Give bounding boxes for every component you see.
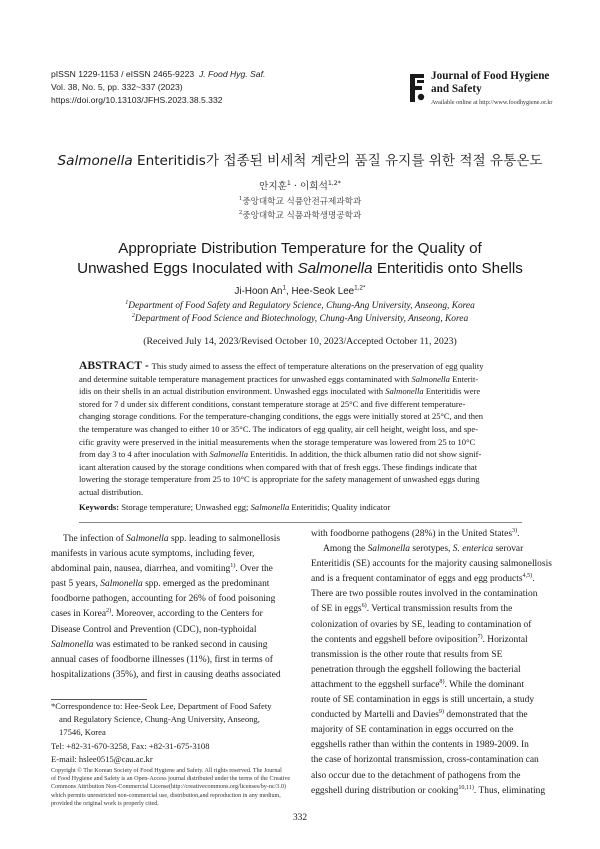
author-2-english: Hee-Seok Lee — [291, 286, 355, 297]
abstract-text: icant alteration caused by the storage conditions when compared with that of fresh eggs. These findings indicate that — [79, 461, 478, 472]
footnote-line: and Regulatory Science, Chung-Ang University, Anseong, — [59, 714, 260, 725]
affiliation-korean-2 — [0, 209, 600, 221]
citation-ref: 1) — [230, 563, 236, 570]
title-en-line2-post: Enteritidis onto Shells — [372, 260, 523, 277]
body-text-line — [311, 648, 554, 663]
body-text-line — [311, 572, 554, 587]
body-text-line — [51, 532, 294, 547]
body-text-line — [311, 708, 554, 723]
body-text: spp. leading to salmonellosis — [168, 534, 281, 544]
body-text: . — [517, 529, 520, 539]
body-text: Enteritidis (SE) accounts for the majority causing salmonellosis — [311, 559, 552, 570]
abstract-line — [79, 486, 522, 499]
author-2-en-mark — [354, 285, 365, 292]
journal-name-line2: and Safety — [431, 83, 482, 95]
body-text: demonstrated that the — [444, 710, 528, 721]
authors-korean — [0, 178, 600, 192]
body-text: . Over the — [235, 564, 273, 575]
body-text: Disease Control and Prevention (CDC), non-typhoidal — [51, 624, 257, 635]
body-text: past 5 years, — [51, 579, 101, 590]
author-2-korean: 이희석 — [300, 181, 328, 192]
author-separator: · — [290, 181, 301, 192]
body-text-line — [311, 723, 554, 738]
journal-emblem-icon — [407, 72, 427, 104]
copyright-line: which permits unrestricted non-commercial use, distribution,and reproduction in any medium, — [51, 792, 281, 799]
affil-en-1-mark: 1 — [125, 299, 129, 306]
body-text: eggshells rather than within the contents in 1989-2009. In — [311, 740, 529, 751]
body-text: annual cases of foodborne illnesses (11%), first in terms of — [51, 654, 273, 665]
title-english — [0, 239, 600, 279]
affiliation-english-1 — [0, 301, 600, 311]
abstract-line — [79, 473, 522, 486]
copyright-line: of Food Hygiene and Safety is an Open-Access journal distributed under the terms of the Creative — [51, 776, 291, 783]
body-text-line — [311, 587, 554, 602]
body-text: with foodborne pathogens (28%) in the United States — [311, 529, 513, 539]
abstract-text: stored for 7 d under six different conditions, constant temperature storage at 25°C and five different temperature- — [79, 398, 466, 409]
citation-ref: 10,11) — [458, 784, 474, 791]
abstract-text: Enteritidis. In addition, the thick albumen ratio did not show signif- — [248, 449, 482, 460]
body-text: manifests in various acute symptoms, including fever, — [51, 549, 255, 560]
abstract-genus: Salmonella — [385, 386, 424, 397]
body-text-line — [311, 618, 554, 633]
abstract-genus: Salmonella — [411, 373, 450, 384]
author-2-affil-num: 1,2 — [327, 179, 338, 187]
body-text: . Moreover, according to the Centers for — [111, 609, 263, 620]
copyright-line: provided the original work is properly cited. — [51, 800, 159, 807]
abstract-text: and determine suitable temperature management practices for unwashed eggs contaminated with — [79, 373, 412, 384]
abstract-line — [79, 423, 522, 436]
body-text: was estimated to be ranked second in causing — [93, 639, 268, 650]
body-text: The infection of — [63, 534, 127, 544]
body-text: route of SE contamination in eggs is still uncertain, a study — [311, 695, 535, 706]
keywords-genus: Salmonella — [250, 502, 290, 512]
body-text-line — [311, 633, 554, 648]
abstract-text: from day 3 to 4 after inoculation with — [79, 449, 210, 460]
body-text-line — [51, 592, 294, 607]
journal-logo — [407, 70, 555, 110]
body-species: S. enterica — [452, 544, 494, 555]
affil-kr-2-mark: 2 — [238, 210, 243, 217]
body-text: . — [532, 574, 535, 585]
citation-ref: 4,5) — [522, 573, 533, 580]
corresponding-star: * — [337, 179, 341, 187]
author-1-affil-mark: 1 — [286, 179, 291, 187]
body-text: . Horizontal — [482, 634, 528, 645]
title-en-line2-pre: Unwashed Eggs Inoculated with — [77, 260, 298, 277]
body-text: majority of SE contamination in eggs occurred on the — [311, 725, 514, 736]
footnote-line: *Correspondence to: Hee-Seok Lee, Department of Food Safety — [51, 701, 272, 711]
body-text: hospitalizations (35%), and first in causing deaths associated — [51, 669, 281, 680]
title-korean — [0, 149, 600, 169]
body-genus: Salmonella — [126, 534, 169, 544]
abstract-line — [79, 373, 522, 386]
copyright-notice — [51, 767, 294, 808]
abstract-line — [79, 461, 522, 474]
body-text: also occur due to the detachment of pathogens from the — [311, 770, 521, 781]
body-text-line — [311, 557, 554, 572]
footnote-line: 17546, Korea — [59, 727, 106, 738]
title-korean-genus: Salmonella — [57, 153, 133, 169]
abstract — [79, 360, 522, 499]
body-text: cases in Korea — [51, 609, 107, 620]
abstract-text: the temperature was changed to either 10 or 35°C. The indicators of egg quality, air cell height, weight loss, and spe- — [79, 423, 479, 434]
body-column-left — [51, 532, 294, 683]
keywords-label: Keywords: — [79, 502, 122, 512]
author-en-separator: , — [286, 286, 292, 297]
body-text-line — [311, 769, 554, 784]
body-text: . Vertical transmission results from the — [366, 604, 513, 615]
body-text: eggshell during distribution or cooking — [311, 785, 459, 796]
abstract-text: Enteritidis were — [423, 386, 481, 397]
journal-name — [431, 70, 549, 96]
corresponding-star-en: * — [362, 284, 366, 292]
body-text: . Thus, eliminating — [473, 785, 546, 796]
citation-ref: 8) — [439, 678, 445, 685]
affil-en-2-text: Department of Food Science and Biotechnology, Chung-Ang University, Anseong, Korea — [134, 314, 469, 324]
author-1-korean: 안지훈 — [259, 181, 287, 192]
issn: pISSN 1229-1153 / eISSN 2465-9223 — [51, 69, 195, 79]
abstract-text: This study aimed to assess the effect of temperature alterations on the preservation of egg quality — [151, 361, 484, 371]
body-text-line — [51, 653, 294, 668]
body-text: foodborne pathogen, accounting for 26% of food poisoning — [51, 594, 276, 605]
footnote-phone-fax: Tel: +82-31-670-3258, Fax: +82-31-675-3108 — [51, 740, 210, 751]
body-text: the case of horizontal transmission, cross-contamination can — [311, 755, 539, 766]
body-text: transmission is the other route that results from SE — [311, 649, 503, 660]
body-text-line — [51, 577, 294, 592]
body-text-line — [51, 547, 294, 562]
keywords-post: Enteritidis; Quality indicator — [289, 502, 391, 512]
author-2-en-num: 1,2 — [354, 284, 363, 292]
abstract-text: changing storage conditions. For the temperature-changing conditions, the eggs were initially stored at 25°C, and then — [79, 411, 484, 422]
author-1-english: Ji-Hoon An — [234, 286, 283, 297]
journal-name-line1: Journal of Food Hygiene — [431, 70, 550, 82]
body-text-line — [311, 542, 554, 557]
body-text-line — [51, 638, 294, 653]
doi-link[interactable]: https://doi.org/10.13103/JFHS.2023.38.5.332 — [51, 95, 223, 105]
body-text: Among the — [323, 544, 368, 555]
body-genus: Salmonella — [367, 544, 411, 555]
citation-ref: 2) — [106, 608, 112, 615]
affil-kr-1-text: 중앙대학교 식품안전규제과학과 — [242, 197, 362, 207]
body-text-line — [311, 693, 554, 708]
journal-website[interactable]: Available online at http://www.foodhygiene.or.kr — [431, 99, 553, 106]
page-number: 332 — [292, 813, 308, 823]
affil-kr-1-mark: 1 — [238, 196, 243, 203]
body-text: . While the dominant — [444, 679, 525, 690]
body-column-right — [311, 527, 554, 799]
affil-kr-2-text: 중앙대학교 식품과학생명공학과 — [242, 211, 362, 221]
abstract-line — [79, 385, 522, 398]
abstract-text: lowering the storage temperature from 25 to 10°C is appropriate for the safety management of unwashed eggs during — [79, 474, 480, 485]
copyright-line: Copyright © The Korean Society of Food Hygiene and Safety. All rights reserved. The Journal — [51, 768, 282, 774]
affil-en-2-mark: 2 — [131, 312, 135, 319]
body-text-line — [51, 607, 294, 622]
body-text: the contents and eggshell before oviposition — [311, 634, 478, 645]
abstract-genus: Salmonella — [209, 449, 249, 460]
keywords — [79, 502, 522, 512]
abstract-divider — [79, 522, 522, 523]
body-text: of SE in eggs — [311, 604, 362, 615]
abstract-line — [79, 436, 522, 449]
body-text: abdominal pain, nausea, diarrhea, and vomiting — [51, 564, 231, 575]
abstract-line — [79, 448, 522, 461]
body-text-line — [51, 623, 294, 638]
abstract-text: Enterit- — [449, 373, 479, 384]
abstract-text: actual distribution. — [79, 486, 144, 497]
body-text: and is a frequent contaminator of eggs and egg products — [311, 574, 523, 585]
citation-ref: 6) — [361, 603, 367, 610]
copyright-line: Commons Attribution Non-Commercial License(http://creativecommons.org/licenses/by-nc/3.0) — [51, 784, 286, 791]
correspondence-footnote — [51, 700, 294, 766]
body-text: spp. emerged as the predominant — [142, 579, 270, 590]
citation-ref: 3) — [512, 527, 518, 534]
abstract-text: idis on their shells in an actual distribution environment. Unwashed eggs inoculated with — [79, 386, 386, 397]
affil-en-1-text: Department of Food Safety and Regulatory Science, Chung-Ang University, Anseong, Korea — [128, 301, 475, 311]
affiliation-korean-1 — [0, 195, 600, 207]
title-en-genus: Salmonella — [297, 260, 373, 277]
body-text-line — [51, 668, 294, 683]
author-1-en-mark: 1 — [282, 284, 287, 292]
body-text-line — [311, 738, 554, 753]
body-text: penetration through the eggshell following the bacterial — [311, 664, 521, 675]
body-text-line — [311, 753, 554, 768]
affiliation-english-2 — [0, 314, 600, 324]
body-text-line — [51, 562, 294, 577]
abstract-line — [79, 398, 522, 411]
title-english-line1: Appropriate Distribution Temperature for the Quality of — [118, 240, 482, 257]
title-english-line2 — [0, 259, 600, 279]
body-text-line — [311, 784, 554, 799]
abstract-heading: ABSTRACT - — [79, 360, 152, 372]
body-text-line — [311, 527, 554, 542]
body-text-line — [311, 602, 554, 617]
body-genus: Salmonella — [100, 579, 143, 590]
body-text: serovar — [493, 544, 524, 555]
body-text: There are two possible routes involved in the contamination — [311, 589, 538, 600]
authors-english — [0, 286, 600, 297]
body-text-line — [311, 678, 554, 693]
issn-line — [51, 68, 265, 81]
citation-ref: 7) — [477, 633, 483, 640]
body-text: serotypes, — [410, 544, 453, 555]
body-genus: Salmonella — [51, 639, 94, 650]
body-text: colonization of ovaries by SE, leading to contamination of — [311, 619, 532, 630]
footnote-email[interactable]: E-mail: hslee0515@cau.ac.kr — [51, 753, 153, 764]
abstract-text: cific gravity were preserved in the initial measurements when the storage temperature was lowered from 25 to 10°C — [79, 436, 476, 447]
abstract-line — [79, 360, 522, 373]
journal-abbreviation: J. Food Hyg. Saf. — [198, 69, 266, 79]
body-text: conducted by Martelli and Davies — [311, 710, 439, 721]
author-2-affil-mark — [328, 180, 341, 187]
body-text: attachment to the eggshell surface — [311, 679, 440, 690]
body-text-line — [311, 663, 554, 678]
received-dates: (Received July 14, 2023/Revised October 10, 2023/Accepted October 11, 2023) — [143, 336, 457, 347]
citation-ref: 9) — [438, 708, 444, 715]
volume-issue-pages: Vol. 38, No. 5, pp. 332~337 (2023) — [51, 82, 183, 92]
abstract-line — [79, 410, 522, 423]
journal-citation-header — [51, 68, 265, 107]
title-korean-rest: Enteritidis가 접종된 비세척 계란의 품질 유지를 위한 적절 유통온도 — [132, 153, 543, 169]
keywords-pre: Storage temperature; Unwashed egg; — [121, 502, 251, 512]
